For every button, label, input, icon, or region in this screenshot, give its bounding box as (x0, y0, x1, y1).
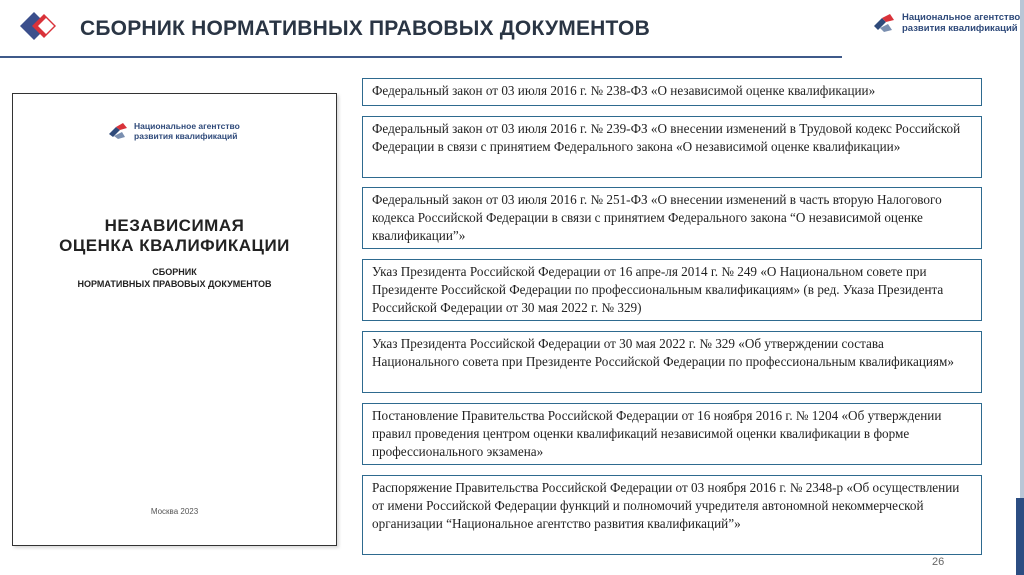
document-item: Федеральный закон от 03 июля 2016 г. № 239-ФЗ «О внесении изменений в Трудовой кодекс Российской Федерации в связи с принятием Федерального закона «О независимой оценке квалификации» (362, 116, 982, 178)
cover-agency-icon (107, 121, 131, 141)
cover-subtitle-line1: СБОРНИК (152, 267, 197, 277)
cover-subtitle-line2: НОРМАТИВНЫХ ПРАВОВЫХ ДОКУМЕНТОВ (77, 279, 272, 289)
cover-title-line1: НЕЗАВИСИМАЯ (104, 216, 245, 235)
cover-agency-line2: развития квалификаций (134, 131, 238, 141)
book-cover (12, 93, 337, 546)
page-number: 26 (932, 556, 945, 568)
cover-agency-logo (107, 121, 240, 141)
document-item: Распоряжение Правительства Российской Федерации от 03 ноября 2016 г. № 2348-р «Об осуществлении от имени Российской Федерации функций и полномочий учредителя автономной некоммерческой организации “Национальное агентство развития квалификаций”» (362, 475, 982, 555)
header-divider (0, 56, 842, 58)
cover-agency-line1: Национальное агентство (134, 121, 240, 131)
agency-name-line2: развития квалификаций (902, 23, 1018, 34)
agency-logo-icon (872, 12, 898, 34)
agency-name-line1: Национальное агентство (902, 12, 1021, 23)
document-item: Указ Президента Российской Федерации от 30 мая 2022 г. № 329 «Об утверждении состава Национального совета при Президенте Российской Федерации по профессиональным квалификациям» (362, 331, 982, 393)
agency-name (902, 12, 1020, 34)
cover-title-line2: ОЦЕНКА КВАЛИФИКАЦИИ (59, 236, 290, 255)
cover-title (13, 216, 336, 256)
bottom-accent-bar (1016, 498, 1024, 575)
page-title: СБОРНИК НОРМАТИВНЫХ ПРАВОВЫХ ДОКУМЕНТОВ (80, 17, 650, 40)
document-item: Федеральный закон от 03 июля 2016 г. № 238-ФЗ «О независимой оценке квалификации» (362, 78, 982, 106)
document-item: Указ Президента Российской Федерации от 16 апре-ля 2014 г. № 249 «О Национальном совете при Президенте Российской Федерации по профессиональным квалификациям» (в ред. Указа Президента Российской Федерации от 30 мая 2022 г. № 329) (362, 259, 982, 321)
agency-logo (872, 12, 1020, 34)
document-item: Постановление Правительства Российской Федерации от 16 ноября 2016 г. № 1204 «Об утверждении правил проведения центром оценки квалификаций независимой оценки квалификации в форме профессионального экзамена» (362, 403, 982, 465)
document-item: Федеральный закон от 03 июля 2016 г. № 251-ФЗ «О внесении изменений в часть вторую Налогового кодекса Российской Федерации в связи с принятием Федерального закона “О независимой оценке квалификации”» (362, 187, 982, 249)
cover-subtitle (13, 266, 336, 290)
cover-city-year: Москва 2023 (150, 507, 199, 516)
presentation-logo (14, 6, 64, 46)
right-edge-bar (1020, 0, 1024, 575)
